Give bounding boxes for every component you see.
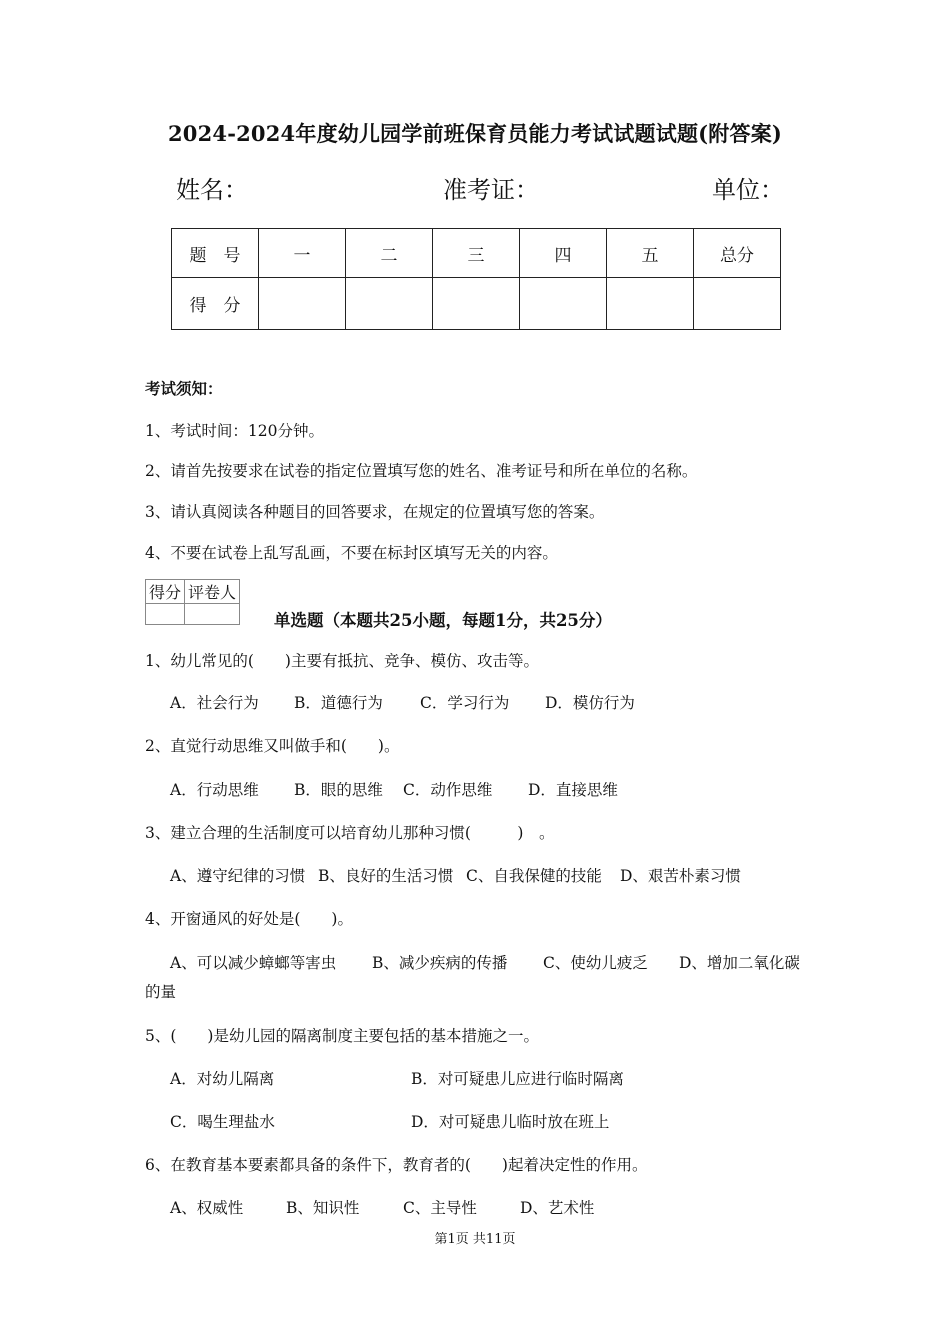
score-table <box>171 228 781 330</box>
score-input-cell[interactable] <box>433 278 520 330</box>
exam-id-field-label: 准考证： <box>443 176 539 204</box>
answer-option[interactable]: B．道德行为 <box>294 694 383 712</box>
answer-option[interactable]: C、使幼儿疲乏 <box>543 954 648 972</box>
answer-option[interactable]: D、艺术性 <box>520 1199 595 1217</box>
notice-item: 2、请首先按要求在试卷的指定位置填写您的姓名、准考证号和所在单位的名称。 <box>145 462 698 480</box>
answer-option[interactable]: D．直接思维 <box>528 781 618 799</box>
score-table-cell: 题 号 <box>172 229 259 278</box>
page-footer: 第1页 共11页 <box>434 1232 516 1247</box>
score-table-cell: 四 <box>520 229 607 278</box>
grader-reviewer-cell[interactable] <box>185 604 240 625</box>
score-input-cell[interactable] <box>346 278 433 330</box>
answer-option[interactable]: C．学习行为 <box>420 694 510 712</box>
notice-item: 1、考试时间：120分钟。 <box>145 422 324 440</box>
question-stem: 5、( )是幼儿园的隔离制度主要包括的基本措施之一。 <box>145 1027 539 1045</box>
answer-option[interactable]: C．喝生理盐水 <box>170 1113 275 1131</box>
score-table-cell: 总分 <box>694 229 781 278</box>
score-table-cell: 一 <box>259 229 346 278</box>
grader-score-label: 得分 <box>146 580 185 604</box>
notice-item: 3、请认真阅读各种题目的回答要求，在规定的位置填写您的答案。 <box>145 503 605 521</box>
score-input-cell[interactable] <box>607 278 694 330</box>
question-stem: 2、直觉行动思维又叫做手和( )。 <box>145 737 400 755</box>
answer-option[interactable]: B．对可疑患儿应进行临时隔离 <box>411 1070 624 1088</box>
question-stem: 6、在教育基本要素都具备的条件下，教育者的( )起着决定性的作用。 <box>145 1156 648 1174</box>
answer-option[interactable]: D．对可疑患儿临时放在班上 <box>411 1113 610 1131</box>
section-heading: 单选题（本题共25小题，每题1分，共25分） <box>274 611 612 630</box>
question-stem: 1、幼儿常见的( )主要有抵抗、竞争、模仿、攻击等。 <box>145 652 539 670</box>
answer-option[interactable]: D、增加二氧化碳 <box>679 954 800 972</box>
answer-option-continuation: 的量 <box>145 983 177 1001</box>
unit-field-label: 单位： <box>712 176 784 204</box>
score-table-cell: 二 <box>346 229 433 278</box>
answer-option[interactable]: C、自我保健的技能 <box>466 867 602 885</box>
answer-option[interactable]: A、可以减少蟑螂等害虫 <box>170 954 337 972</box>
answer-option[interactable]: A、权威性 <box>170 1199 244 1217</box>
score-input-cell[interactable] <box>259 278 346 330</box>
notice-item: 4、不要在试卷上乱写乱画，不要在标封区填写无关的内容。 <box>145 544 558 562</box>
question-stem: 4、开窗通风的好处是( )。 <box>145 910 353 928</box>
question-stem: 3、建立合理的生活制度可以培育幼儿那种习惯( ) 。 <box>145 824 555 842</box>
grader-box <box>145 579 240 625</box>
score-table-cell: 五 <box>607 229 694 278</box>
document-title: 2024-2024年度幼儿园学前班保育员能力考试试题试题(附答案) <box>167 121 783 146</box>
score-table-header-row <box>172 229 781 278</box>
answer-option[interactable]: D、艰苦朴素习惯 <box>620 867 741 885</box>
score-input-cell[interactable] <box>520 278 607 330</box>
grader-score-cell[interactable] <box>146 604 185 625</box>
score-table-score-row <box>172 278 781 330</box>
answer-option[interactable]: D．模仿行为 <box>545 694 635 712</box>
notice-heading: 考试须知： <box>145 379 223 398</box>
answer-option[interactable]: B、良好的生活习惯 <box>318 867 454 885</box>
answer-option[interactable]: B、减少疾病的传播 <box>372 954 508 972</box>
answer-option[interactable]: B．眼的思维 <box>294 781 383 799</box>
name-field-label: 姓名： <box>176 176 248 204</box>
answer-option[interactable]: A、遵守纪律的习惯 <box>170 867 306 885</box>
answer-option[interactable]: A．对幼儿隔离 <box>170 1070 275 1088</box>
answer-option[interactable]: A．社会行为 <box>170 694 259 712</box>
answer-option[interactable]: C．动作思维 <box>403 781 493 799</box>
grader-reviewer-label: 评卷人 <box>185 580 240 604</box>
answer-option[interactable]: A．行动思维 <box>170 781 259 799</box>
score-table-cell: 三 <box>433 229 520 278</box>
answer-option[interactable]: B、知识性 <box>286 1199 360 1217</box>
answer-option[interactable]: C、主导性 <box>403 1199 477 1217</box>
score-table-cell: 得 分 <box>172 278 259 330</box>
score-input-cell[interactable] <box>694 278 781 330</box>
